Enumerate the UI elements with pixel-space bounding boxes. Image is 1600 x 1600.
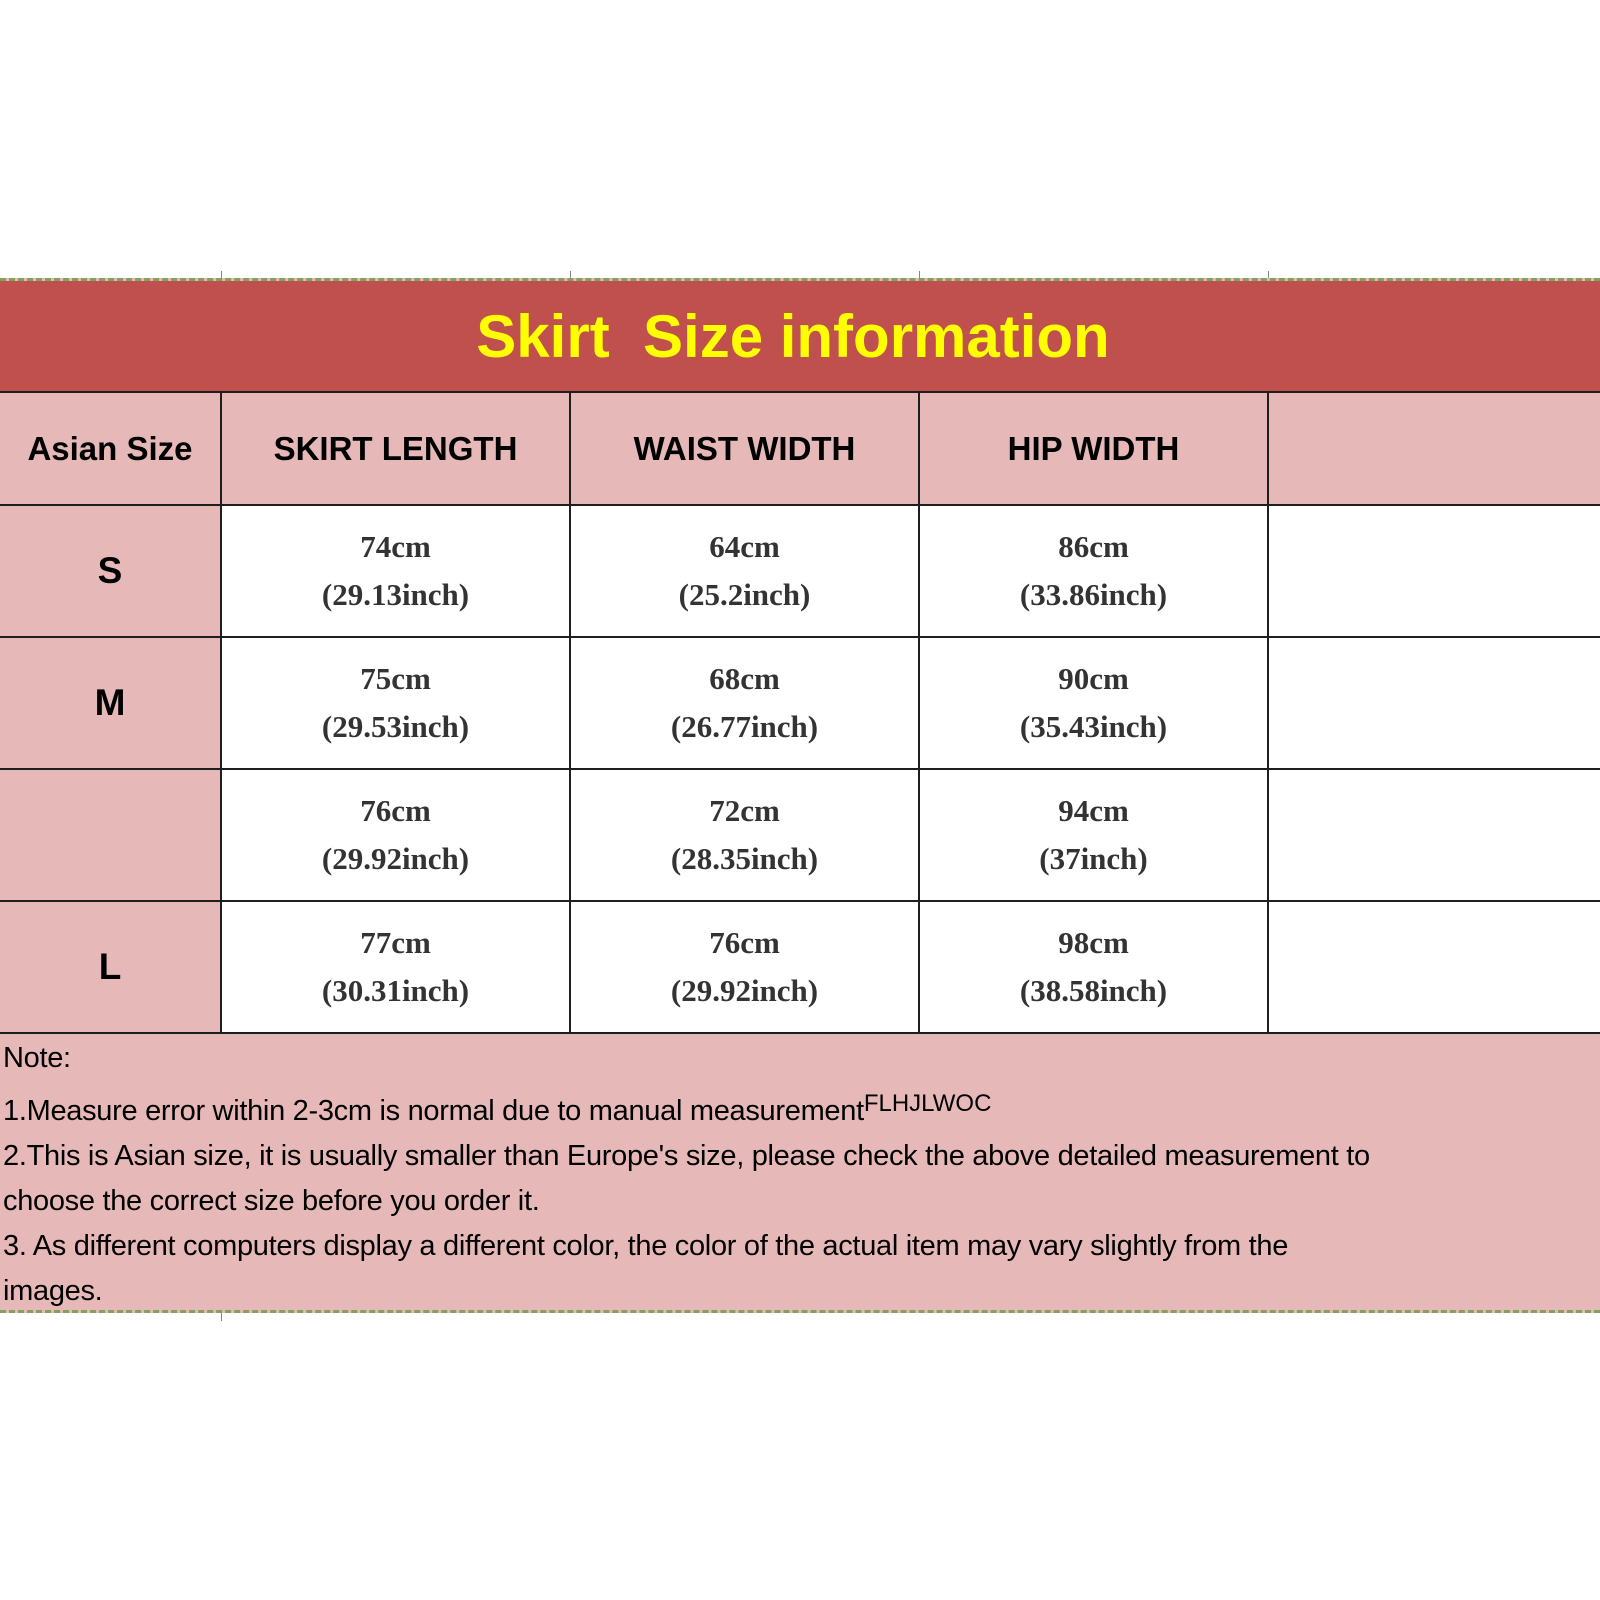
note-1-text: 1.Measure error within 2-3cm is normal due to manual measurement [3,1095,864,1127]
value-cm: 86cm [1058,529,1129,564]
header-asian-size: Asian Size [0,392,221,505]
value-inch: (38.58inch) [1019,973,1168,1008]
waist-width-cell [570,505,919,637]
value-inch: (29.13inch) [321,577,470,612]
note-line-3b: images. [3,1275,103,1307]
value-cm: 74cm [360,529,431,564]
hip-width-cell [919,637,1268,769]
value-cm: 77cm [360,925,431,960]
table-row [0,505,1600,637]
notes-section [3,1036,1600,1314]
value-cm: 64cm [709,529,780,564]
table-row [0,769,1600,901]
value-inch: (28.35inch) [670,841,819,876]
waist-width-cell [570,901,919,1033]
grid-tick [221,1313,222,1321]
header-waist-width: WAIST WIDTH [570,392,919,505]
value-inch: (29.92inch) [670,973,819,1008]
size-label [0,769,221,901]
value-inch: (29.92inch) [321,841,470,876]
value-inch: (26.77inch) [670,709,819,744]
header-blank [1268,392,1600,505]
table-row [0,637,1600,769]
value-cm: 68cm [709,661,780,696]
skirt-length-cell [221,637,570,769]
blank-cell [1268,769,1600,901]
watermark-text: FLHJLWOC [863,1090,992,1117]
value-cm: 90cm [1058,661,1129,696]
value-cm: 76cm [709,925,780,960]
value-inch: (29.53inch) [321,709,470,744]
size-label: L [0,901,221,1033]
note-line-3a: 3. As different computers display a different color, the color of the actual item may vary slightly from the [3,1230,1289,1262]
size-label: S [0,505,221,637]
blank-cell [1268,505,1600,637]
value-cm: 76cm [360,793,431,828]
hip-width-cell [919,769,1268,901]
table-row [0,901,1600,1033]
title-bar [0,281,1600,393]
value-inch: (25.2inch) [678,577,811,612]
notes-heading: Note: [3,1042,71,1074]
note-line-1 [3,1081,1600,1134]
blank-cell [1268,901,1600,1033]
waist-width-cell [570,637,919,769]
size-chart-sheet [0,278,1600,1313]
size-label: M [0,637,221,769]
note-line-2a: 2.This is Asian size, it is usually smaller than Europe's size, please check the above detailed measurement to [3,1140,1370,1172]
value-cm: 94cm [1058,793,1129,828]
header-row [0,392,1600,505]
header-hip-width: HIP WIDTH [919,392,1268,505]
value-cm: 75cm [360,661,431,696]
skirt-length-cell [221,769,570,901]
page-title: Skirt Size information [476,302,1110,370]
value-cm: 72cm [709,793,780,828]
hip-width-cell [919,505,1268,637]
note-line-2b: choose the correct size before you order it. [3,1185,540,1217]
value-cm: 98cm [1058,925,1129,960]
skirt-length-cell [221,505,570,637]
header-skirt-length: SKIRT LENGTH [221,392,570,505]
size-table [0,391,1600,1034]
waist-width-cell [570,769,919,901]
blank-cell [1268,637,1600,769]
value-inch: (33.86inch) [1019,577,1168,612]
value-inch: (30.31inch) [321,973,470,1008]
value-inch: (37inch) [1039,841,1148,876]
value-inch: (35.43inch) [1019,709,1168,744]
skirt-length-cell [221,901,570,1033]
hip-width-cell [919,901,1268,1033]
